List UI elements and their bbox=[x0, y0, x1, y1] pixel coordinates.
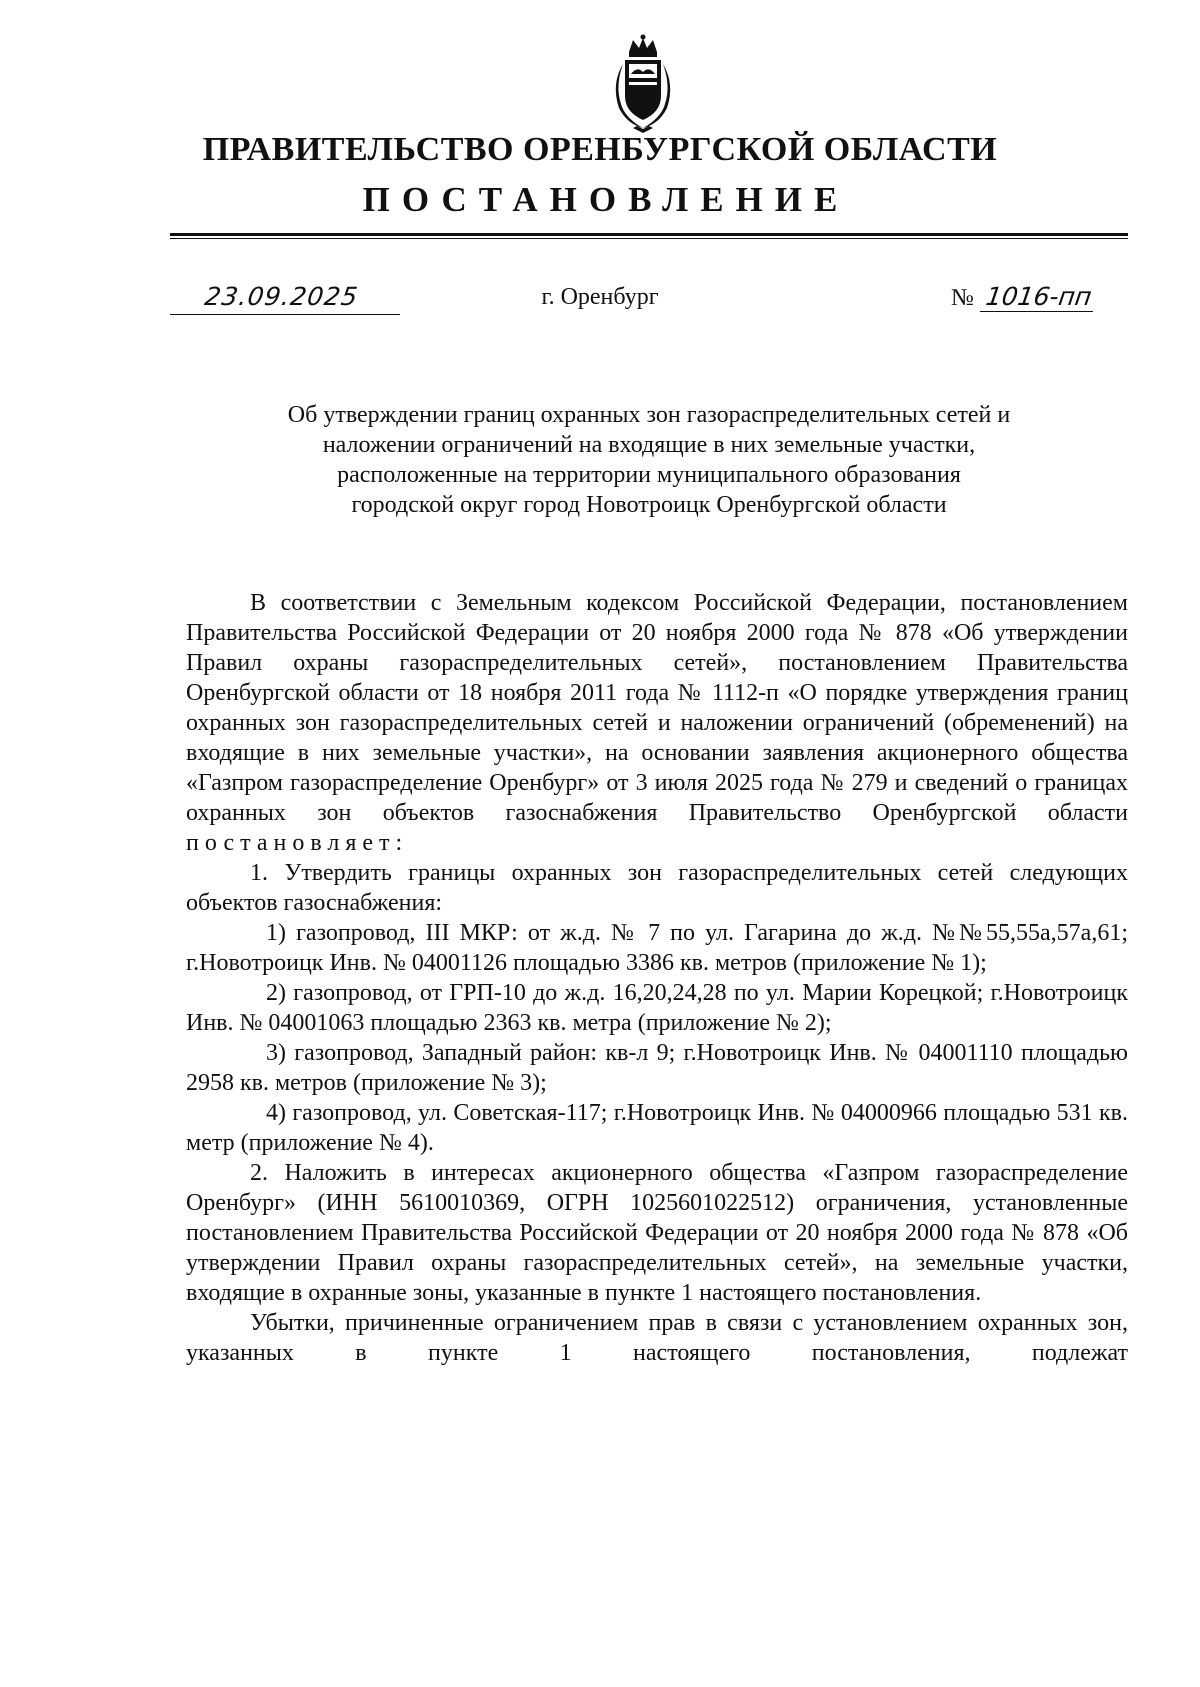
header-divider-thick bbox=[170, 233, 1128, 236]
preamble-paragraph bbox=[186, 588, 1128, 858]
losses-paragraph: Убытки, причиненные ограничением прав в связи с установлением охранных зон, указанных в пункте 1 настоящего постановления, подлежат bbox=[186, 1310, 1128, 1366]
document-number-field bbox=[951, 282, 1095, 312]
document-city: г. Оренбург bbox=[541, 284, 659, 310]
item-1-paragraph: 1. Утвердить границы охранных зон газораспределительных сетей следующих объектов газоснабжения: bbox=[186, 860, 1128, 916]
document-number: 1016-пп bbox=[980, 282, 1098, 312]
subject-line: наложении ограничений на входящие в них земельные участки, bbox=[322, 432, 976, 458]
coat-of-arms-emblem bbox=[603, 34, 683, 134]
decree-word: постановляет: bbox=[186, 830, 409, 856]
sub-item-1: 1) газопровод, III МКР: от ж.д. № 7 по ул. Гагарина до ж.д. №№55,55а,57а,61; г.Новотроицк Инв. № 04001126 площадью 3386 кв. метров (приложение № 1); bbox=[186, 920, 1128, 976]
document-body bbox=[186, 588, 1128, 1368]
document-type-title: ПОСТАНОВЛЕНИЕ bbox=[362, 180, 850, 219]
date-underline bbox=[170, 314, 400, 315]
number-prefix: № bbox=[951, 285, 974, 311]
subject-line: расположенные на территории муниципального образования bbox=[337, 462, 961, 488]
document-subject bbox=[170, 400, 1128, 520]
item-2-paragraph: 2. Наложить в интересах акционерного общества «Газпром газораспределение Оренбург» (ИНН 5610010369, ОГРН 1025601022512) ограничения, установленные постановлением Правительства Российской Федерации от 20 ноября 2000 года № 878 «Об утверждении Правил охраны газораспределительных сетей», на земельные участки, входящие в охранные зоны, указанные в пункте 1 настоящего постановления. bbox=[186, 1160, 1128, 1306]
document-date: 23.09.2025 bbox=[202, 282, 361, 311]
header-divider-thin bbox=[170, 238, 1128, 239]
sub-item-4: 4) газопровод, ул. Советская-117; г.Новотроицк Инв. № 04000966 площадью 531 кв. метр (приложение № 4). bbox=[186, 1100, 1128, 1156]
sub-item-3: 3) газопровод, Западный район: кв-л 9; г.Новотроицк Инв. № 04001110 площадью 2958 кв. метров (приложение № 3); bbox=[186, 1040, 1128, 1096]
subject-line: Об утверждении границ охранных зон газораспределительных сетей и bbox=[287, 402, 1011, 428]
organization-title: ПРАВИТЕЛЬСТВО ОРЕНБУРГСКОЙ ОБЛАСТИ bbox=[202, 131, 998, 168]
subject-line: городской округ город Новотроицк Оренбургской области bbox=[351, 492, 947, 518]
sub-item-2: 2) газопровод, от ГРП-10 до ж.д. 16,20,24,28 по ул. Марии Корецкой; г.Новотроицк Инв. № 04001063 площадью 2363 кв. метра (приложение № 2); bbox=[186, 980, 1128, 1036]
preamble-text: В соответствии с Земельным кодексом Российской Федерации, постановлением Правительства Российской Федерации от 20 ноября 2000 года № 878 «Об утверждении Правил охраны газораспределительных сетей», постановлением Правительства Оренбургской области от 18 ноября 2011 года № 1112-п «О порядке утверждения границ охранных зон газораспределительных сетей и наложении ограничений (обременений) на входящие в них земельные участки», на основании заявления акционерного общества «Газпром газораспределение Оренбург» от 3 июля 2025 года № 279 и сведений о границах охранных зон объектов газоснабжения Правительство Оренбургской области bbox=[186, 590, 1128, 826]
